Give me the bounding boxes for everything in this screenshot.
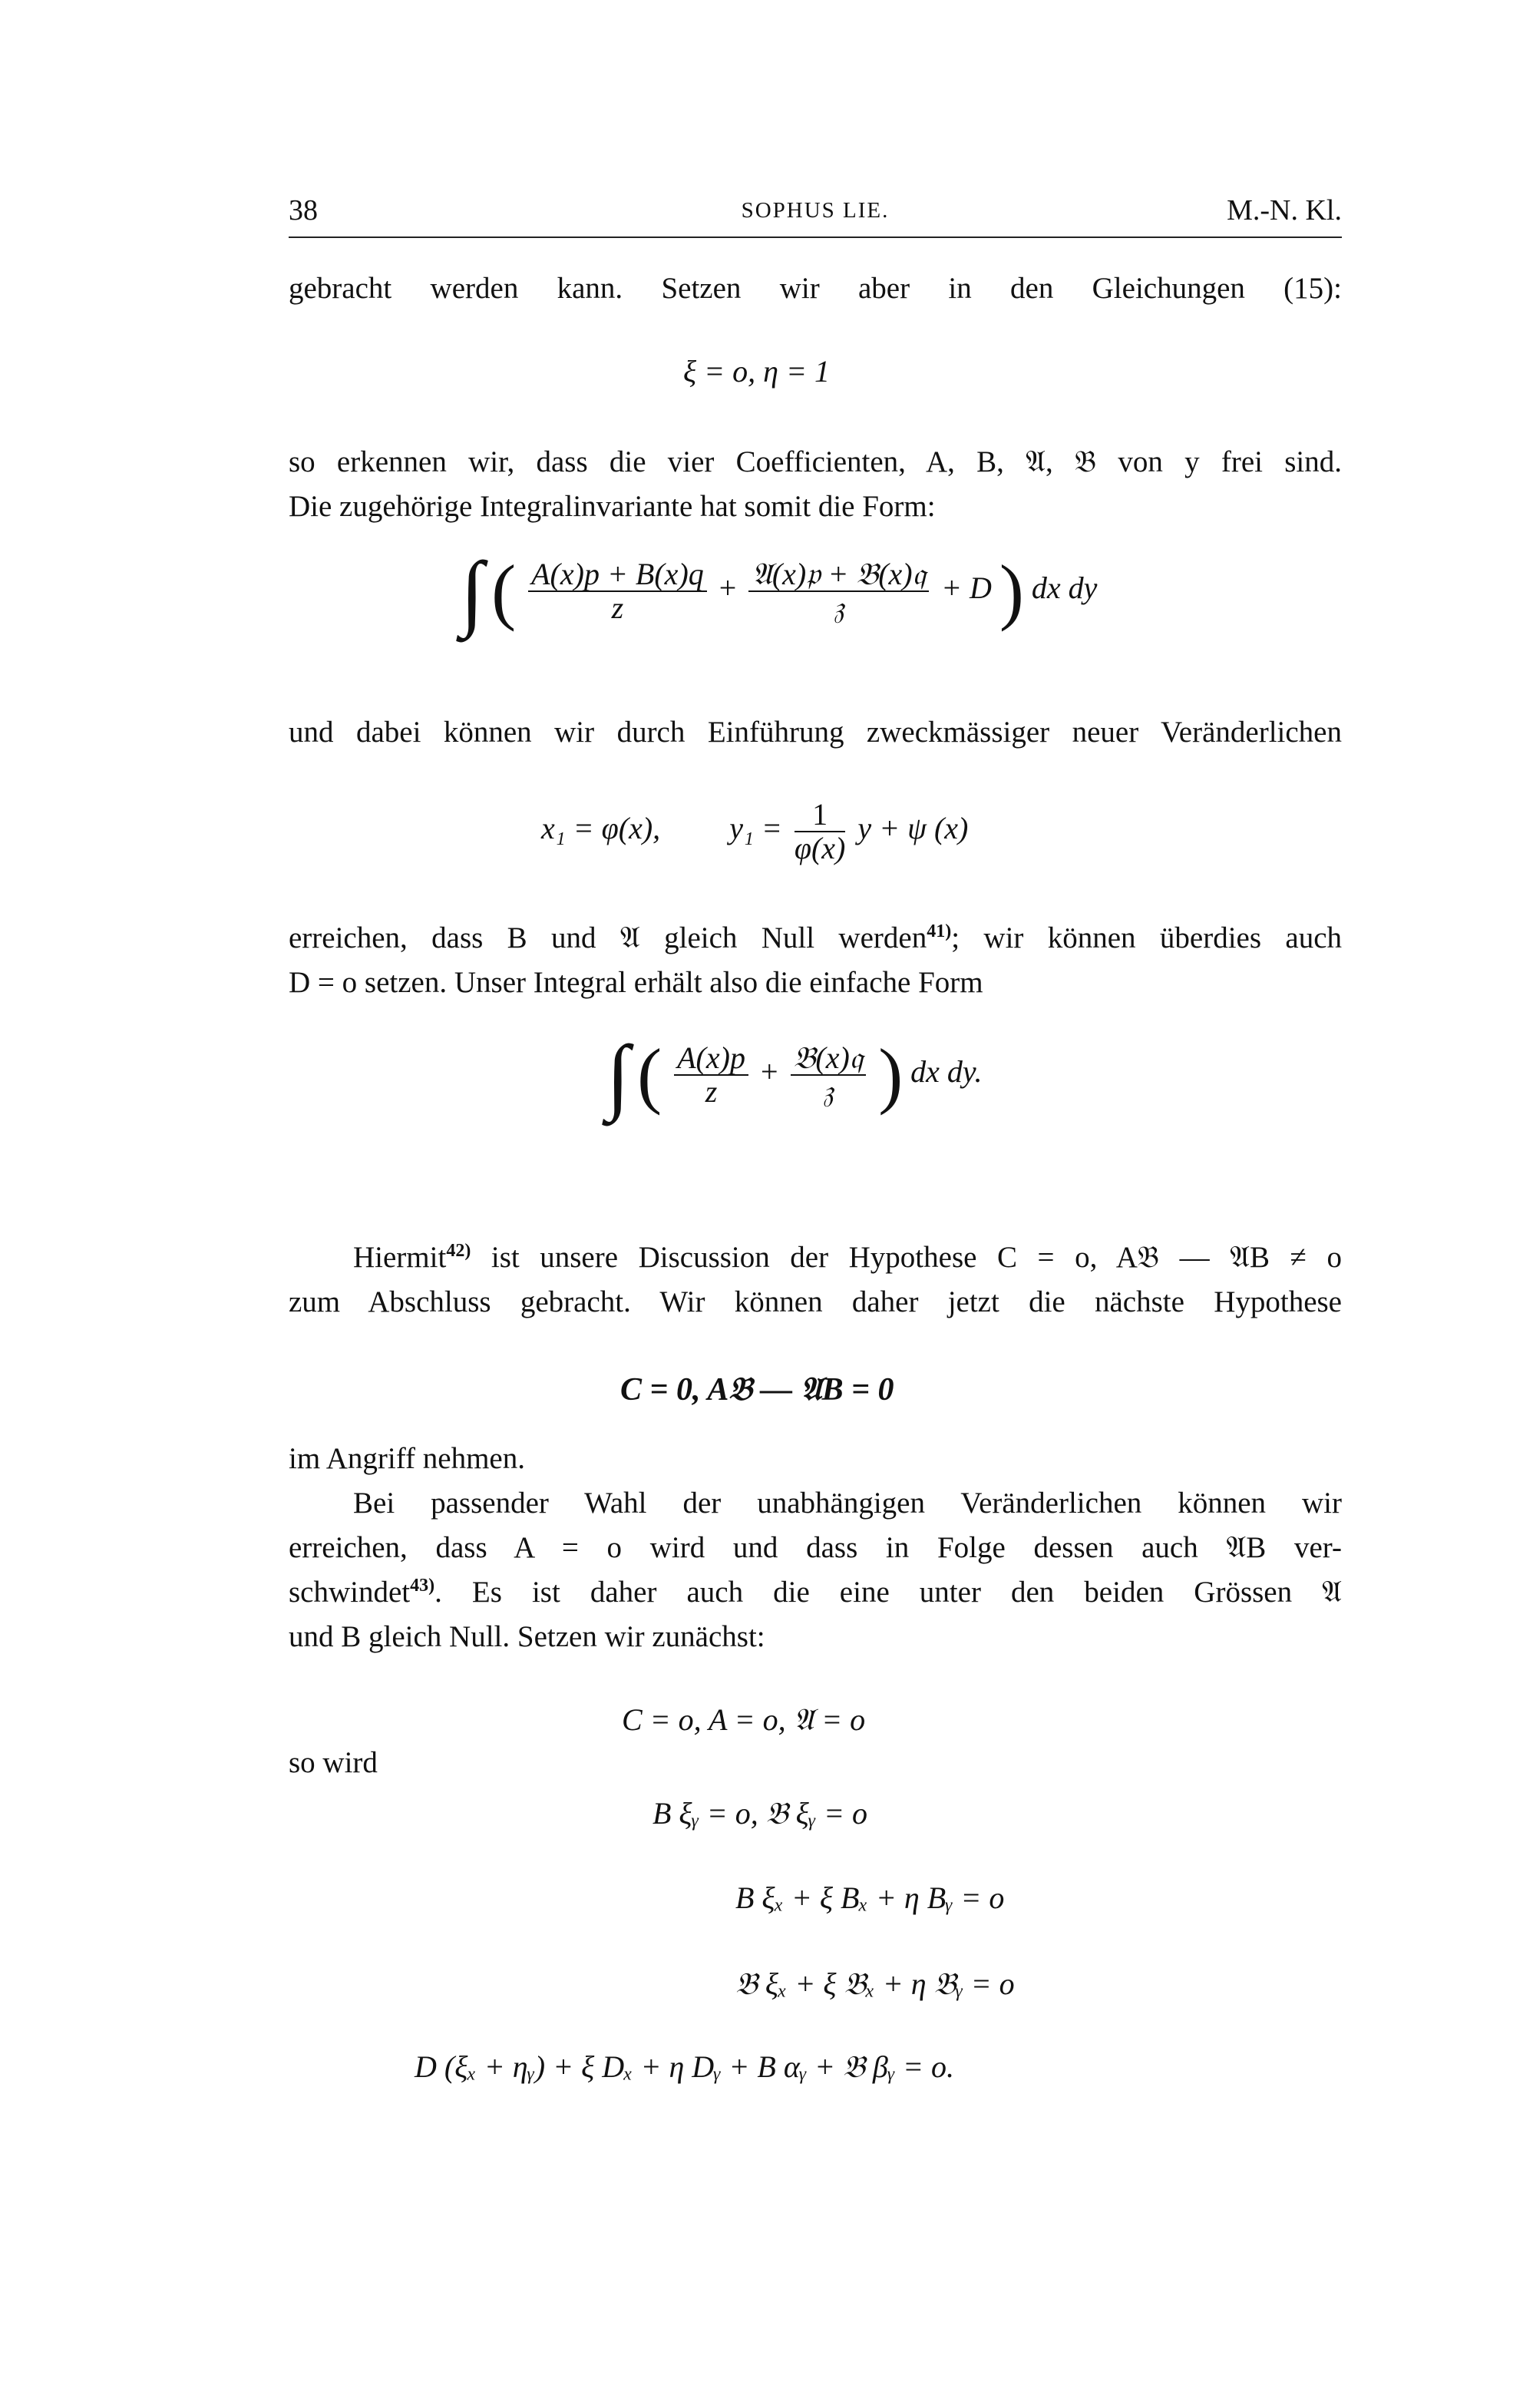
header-rule [289,237,1342,238]
equation: C = o, A = o, 𝔄 = o [622,1702,866,1737]
plus-sign: + [719,571,737,606]
open-paren: ( [637,1034,662,1116]
text-line: Die zugehörige Integralinvariante hat somit die Form: [289,490,936,523]
text-line [289,920,1342,957]
close-paren: ) [878,1034,904,1116]
text-line: im Angriff nehmen. [289,1442,525,1475]
denominator: z [705,1074,718,1109]
term: y₁ = [729,811,782,846]
numerator: A(x)p [674,1042,748,1076]
differential: dx dy [1031,571,1098,606]
differential: dx dy. [910,1054,983,1090]
fraction [748,558,929,624]
denominator: 𝔷 [833,590,844,625]
class-label: M.-N. Kl. [1227,194,1342,227]
text-line [289,1574,1342,1611]
equation: D (ξₓ + ηᵧ) + ξ Dₓ + η Dᵧ + B αᵧ + 𝔅 βᵧ = o. [415,2049,955,2084]
text-line: zum Abschluss gebracht. Wir können daher jetzt die nächste Hypothese [289,1285,1342,1318]
text-span: schwindet [289,1576,411,1609]
denominator: z [611,590,624,625]
text-span: ist unsere Discussion der Hypothese C = o, A𝔅 — 𝔄B ≠ o [471,1241,1342,1274]
footnote-ref: 42) [446,1241,471,1261]
denominator: φ(x) [794,831,846,865]
fraction [791,1042,867,1108]
substitution-equation [541,799,968,865]
text-line: Bei passender Wahl der unabhängigen Veränderlichen können wir [353,1487,1342,1520]
footnote-ref: 41) [927,921,952,941]
text-line: so erkennen wir, dass die vier Coefficienten, A, B, 𝔄, 𝔅 von y frei sind. [289,445,1342,478]
equation: B ξᵧ = o, 𝔅 ξᵧ = o [652,1796,867,1831]
text-span: Hiermit [353,1241,447,1274]
text-span: ; wir können überdies auch [951,921,1343,954]
equation: 𝔅 ξₓ + ξ 𝔅ₓ + η 𝔅ᵧ = o [735,1966,1015,2001]
equation: ξ = o, η = 1 [683,354,830,389]
plus-sign: + [760,1054,778,1090]
numerator: 1 [795,799,846,832]
denominator: 𝔷 [822,1074,834,1109]
equation: B ξₓ + ξ Bₓ + η Bᵧ = o [735,1880,1005,1915]
text-line: gebracht werden kann. Setzen wir aber in den Gleichungen (15): [289,272,1342,305]
open-paren: ( [491,550,517,632]
fraction [528,558,707,624]
close-paren: ) [999,550,1024,632]
text-line: und dabei können wir durch Einführung zweckmässiger neuer Veränderlichen [289,716,1342,749]
running-title: SOPHUS LIE. [741,198,890,223]
text-line: erreichen, dass A = o wird und dass in Folge dessen auch 𝔄B ver- [289,1531,1342,1564]
term: + D [941,571,992,606]
running-header [289,194,1342,237]
fraction [795,799,846,865]
term: y + ψ (x) [857,811,969,846]
text-line: so wird [289,1746,378,1779]
integral-sign: ∫ [606,1028,630,1122]
text-line [353,1239,1342,1276]
fraction [674,1042,748,1108]
text-span: erreichen, dass B und 𝔄 gleich Null werden [289,921,927,954]
text-line: D = o setzen. Unser Integral erhält also die einfache Form [289,966,983,999]
integral-equation [606,1028,983,1122]
text-span: . Es ist daher auch die eine unter den beiden Grössen 𝔄 [434,1576,1342,1609]
numerator: 𝔄(x)𝔭 + 𝔅(x)𝔮 [748,558,929,592]
page-number: 38 [289,194,318,227]
integral-sign: ∫ [461,544,484,638]
text-line: und B gleich Null. Setzen wir zunächst: [289,1620,765,1653]
hypothesis-equation: C = 0, A𝔅 — 𝔄B = 0 [620,1372,894,1407]
numerator: A(x)p + B(x)q [528,558,707,592]
footnote-ref: 43) [410,1576,435,1596]
integral-equation [461,544,1098,638]
numerator: 𝔅(x)𝔮 [791,1042,867,1076]
term: x₁ = φ(x), [541,811,661,846]
